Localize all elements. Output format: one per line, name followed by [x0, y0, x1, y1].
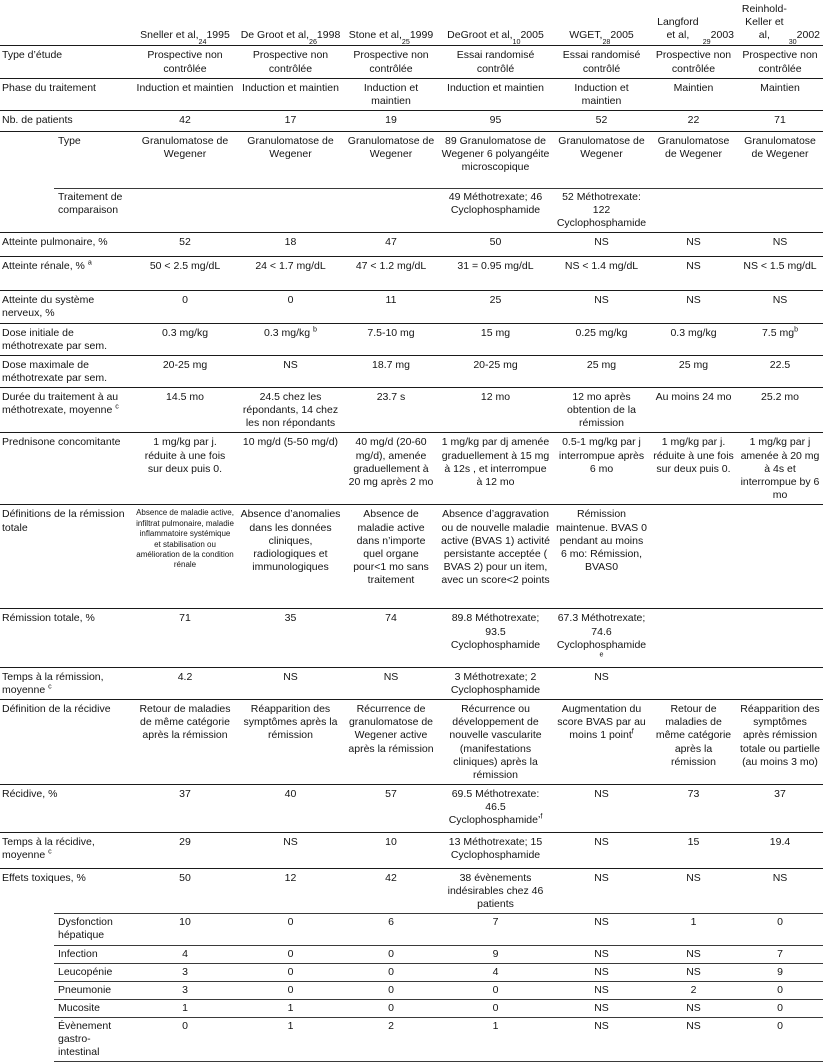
table-cell: 42	[179, 113, 191, 126]
table-cell: NS	[594, 965, 609, 978]
table-cell: 19.4	[769, 835, 791, 848]
table-cell: 0	[777, 1001, 783, 1014]
table-cell: Induction et maintien	[242, 81, 339, 94]
table-cell: 1	[492, 1020, 499, 1032]
table-cell: 1 mg/kg par j. réduite à une fois sur deux puis 0.	[144, 436, 226, 475]
table-cell: 47	[385, 236, 397, 249]
table-cell: 0	[287, 947, 294, 960]
table-cell: 40 mg/d (20-60 mg/d), amenée graduellement à 20 mg après 2 mo	[348, 436, 434, 488]
table-cell: 7	[777, 947, 783, 960]
table-cell: Retour de maladies de même catégorie après la rémission	[139, 703, 231, 742]
table-cell: NS	[686, 1020, 701, 1032]
table-cell: 37	[774, 787, 786, 800]
row-label: Type d’étude	[2, 49, 63, 62]
table-row	[0, 945, 823, 963]
table-cell: 0.3 mg/kg	[161, 326, 209, 339]
table-cell: NS	[594, 947, 609, 960]
table-cell: NS < 1.4 mg/dL	[564, 260, 639, 273]
table-cell: Récurrence de granulomatose de Wegener active après la rémission	[348, 703, 434, 755]
table-cell: 10	[179, 916, 191, 929]
table-cell: Granulomatose de Wegener	[558, 134, 645, 160]
table-row	[0, 232, 823, 256]
table-cell: 52	[595, 113, 608, 126]
table-cell: 0	[287, 965, 294, 978]
table-cell: 19	[385, 113, 397, 126]
table-cell: 37	[179, 787, 191, 800]
table-row	[0, 667, 823, 699]
table-cell: 3	[182, 965, 188, 978]
table-cell: 14.5 mo	[166, 391, 204, 403]
table-cell: NS	[686, 260, 701, 273]
table-cell: 69.5 Méthotrexate: 46.5 Cyclophosphamide’$^f$	[448, 787, 543, 827]
table-cell: Essai randomisé contrôlé	[456, 49, 535, 75]
table-cell: Au moins 24 mo	[655, 391, 732, 403]
table-cell: 71	[179, 612, 191, 625]
table-row	[0, 78, 823, 110]
header-empty-corner	[0, 0, 133, 45]
table-cell: 7	[492, 916, 499, 929]
row-label: Infection	[58, 947, 98, 960]
table-cell: 1 mg/kg par dj amenée graduellement à 15 mg à 12s , et interrompue à 12 mo	[441, 436, 550, 488]
table-cell: 9	[777, 965, 783, 978]
table-cell: Absence de maladie active dans n’importe quel organe pour<1 mo sans traitement	[353, 508, 429, 586]
table-cell: 25 mg	[586, 358, 617, 371]
table-cell: 0	[777, 916, 783, 929]
table-cell: 10	[385, 835, 397, 848]
table-cell: Granulomatose de Wegener	[247, 134, 334, 160]
table-cell: 23.7 s	[376, 391, 406, 403]
table-body	[0, 45, 823, 1061]
row-label: Traitement de comparaison	[58, 190, 123, 216]
table-cell: NS	[686, 965, 701, 978]
table-cell: 2	[690, 983, 697, 996]
row-label: Évènement gastro-intestinal	[58, 1020, 112, 1059]
row-label: Type	[58, 134, 81, 147]
table-cell: Induction et maintien	[363, 81, 419, 107]
table-cell: 2	[388, 1020, 394, 1032]
row-label: Atteinte du système nerveux, %	[2, 294, 95, 320]
table-cell: 3 Méthotrexate; 2 Cyclophosphamide	[450, 670, 541, 696]
table-cell: NS	[686, 947, 701, 960]
row-label: Mucosite	[58, 1001, 101, 1014]
row-label: Temps à la rémission, moyenne $^c$	[2, 670, 104, 696]
table-cell: Prospective non contrôlée	[742, 49, 818, 75]
table-cell: Prospective non contrôlée	[353, 49, 429, 75]
table-cell: 22.5	[769, 358, 791, 371]
row-label: Temps à la récidive, moyenne $^c$	[2, 835, 95, 861]
table-cell: NS	[283, 670, 298, 683]
table-cell: 50	[179, 871, 191, 884]
table-cell: 0	[388, 947, 394, 960]
table-cell: NS	[772, 236, 788, 249]
row-label: Prednisone concomitante	[2, 436, 121, 449]
table-cell: 0	[388, 983, 394, 996]
table-row	[0, 110, 823, 131]
table-row	[0, 323, 823, 355]
table-cell: NS	[594, 983, 609, 996]
table-cell: 67.3 Méthotrexate; 74.6 Cyclophosphamide $^e$	[556, 612, 647, 659]
table-cell: 0	[777, 983, 783, 996]
table-row	[0, 868, 823, 913]
table-cell: 0	[777, 1020, 783, 1032]
row-label: Effets toxiques, %	[2, 871, 86, 884]
table-cell: 0.25 mg/kg	[575, 326, 628, 339]
table-cell: 18	[284, 236, 297, 249]
table-cell	[737, 505, 823, 608]
table-cell	[737, 668, 823, 699]
table-cell: 0.3 mg/kg $^b$	[264, 325, 317, 339]
row-label: Atteinte pulmonaire, %	[2, 236, 108, 249]
table-cell: 12 mo	[480, 391, 511, 403]
table-cell: 50	[489, 236, 502, 249]
table-row	[0, 256, 823, 290]
table-cell: NS	[283, 358, 298, 371]
table-cell: Rémission maintenue. BVAS 0 pendant au moins 6 mo: Rémission, BVAS0	[556, 508, 647, 573]
table-cell: 42	[385, 871, 397, 884]
table-row	[0, 387, 823, 432]
table-cell: Récurrence ou développement de nouvelle vascularite (manifestations cliniques) après la rémission	[449, 703, 542, 781]
table-cell: Réapparition des symptômes après la rémission	[243, 703, 338, 742]
table-cell: 25 mg	[678, 358, 709, 371]
column-header-reinhold-keller: Reinhold-Keller et al, 30 2002	[741, 3, 820, 46]
table-cell: 1	[690, 916, 697, 929]
table-cell: 13 Méthotrexate; 15 Cyclophosphamide	[448, 835, 543, 861]
table-cell: NS	[594, 1020, 609, 1032]
table-cell: NS	[594, 835, 609, 848]
table-cell: 0	[388, 1001, 394, 1014]
table-cell: Granulomatose de Wegener	[347, 134, 435, 160]
row-label: Dose maximale de méthotrexate par sem.	[2, 358, 108, 384]
table-cell: NS	[594, 916, 609, 929]
table-cell: Absence de maladie active, infiltrat pulmonaire, maladie inflammatoire systémique et stabilisation ou amélioration de la condition rénale	[136, 508, 234, 570]
table-row	[0, 504, 823, 608]
column-header-degroot-1998: De Groot et al, 26 1998	[240, 29, 341, 46]
table-cell: NS	[594, 670, 609, 683]
table-cell: 40	[284, 787, 297, 800]
table-row	[0, 608, 823, 667]
table-cell: 1	[287, 1020, 294, 1032]
table-cell: 9	[492, 947, 499, 960]
table-cell: 22	[687, 113, 700, 126]
table-cell: 35	[284, 612, 297, 625]
table-cell: 25.2 mo	[761, 391, 799, 403]
table-cell: 1	[287, 1001, 294, 1014]
table-cell: 0	[492, 983, 499, 996]
table-cell: 1 mg/kg par j. réduite à une fois sur deux puis 0.	[653, 436, 734, 475]
table-cell: 57	[385, 787, 397, 800]
table-cell: Essai randomisé contrôlé	[562, 49, 641, 75]
table-cell: 52 Méthotrexate: 122 Cyclophosphamide	[556, 190, 647, 230]
table-cell: 38 évènements indésirables chez 46 patients	[447, 871, 544, 911]
table-row	[0, 1017, 823, 1061]
table-cell: 71	[774, 113, 786, 126]
table-cell: Augmentation du score BVAS par au moins 1 point$^f$	[557, 703, 646, 742]
table-cell: 7.5 $mg^b$	[761, 325, 799, 339]
table-cell: NS	[594, 236, 609, 249]
table-cell: NS	[686, 1001, 701, 1014]
table-cell: NS	[594, 871, 609, 884]
table-cell: Absence d’anomalies dans les données cliniques, radiologiques et immunologiques	[240, 508, 341, 573]
row-label: Nb. de patients	[2, 113, 73, 126]
table-cell: 0.5-1 mg/kg par j interrompue après 6 mo	[558, 436, 645, 475]
table-cell: Retour de maladies de même catégorie après la rémission	[655, 703, 732, 768]
table-cell: 52	[179, 236, 191, 249]
table-cell: NS	[594, 1001, 609, 1014]
table-cell: 0	[287, 916, 294, 929]
table-cell: NS	[686, 294, 701, 307]
row-label: Pneumonie	[58, 983, 112, 996]
table-cell: Granulomatose de Wegener	[657, 134, 730, 160]
table-cell: 20-25 mg	[162, 358, 208, 371]
column-header-langford: Langford et al, 29 2003	[657, 16, 734, 46]
table-cell: Absence d’aggravation ou de nouvelle maladie active (BVAS 1) activité persistante acceptée ( BVAS 2) pour un item, avec un score<2 points	[441, 508, 550, 586]
row-label: Dysfonction hépatique	[58, 916, 113, 942]
table-cell: 0	[287, 983, 294, 996]
table-row	[0, 131, 823, 188]
table-cell: 10 mg/d (5-50 mg/d)	[242, 436, 339, 449]
table-row	[0, 981, 823, 999]
table-row	[0, 45, 823, 77]
table-cell: 89.8 Méthotrexate; 93.5 Cyclophosphamide	[450, 612, 541, 651]
table-cell: 12 mo après obtention de la rémission	[567, 391, 636, 430]
table-cell: 50 < 2.5 mg/dL	[149, 260, 221, 273]
table-row	[0, 963, 823, 981]
row-label: Récidive, %	[2, 787, 58, 800]
table-cell: 17	[284, 113, 297, 126]
table-cell: 0	[388, 965, 394, 978]
table-row	[0, 355, 823, 387]
table-cell: 3	[182, 983, 188, 996]
table-cell: Induction et maintien	[447, 81, 544, 94]
table-cell: NS	[283, 835, 298, 848]
table-cell: Induction et maintien	[574, 81, 629, 107]
table-row	[0, 999, 823, 1017]
column-header-stone: Stone et al, 25 1999	[348, 29, 434, 46]
table-cell: NS	[383, 670, 399, 683]
table-header-row	[0, 0, 823, 45]
table-cell: NS	[772, 871, 788, 884]
table-cell: 29	[179, 835, 191, 848]
table-row	[0, 432, 823, 504]
table-cell: 15 mg	[480, 326, 511, 339]
table-cell	[650, 188, 737, 232]
table-cell: Granulomatose de Wegener	[141, 134, 229, 160]
table-cell: 6	[388, 916, 394, 929]
row-label: Définitions de la rémission totale	[2, 508, 125, 534]
table-cell: 0.3 mg/kg	[670, 326, 717, 339]
table-cell: 31 = 0.95 mg/dL	[457, 260, 534, 273]
table-cell: NS	[594, 294, 609, 307]
table-cell: 25	[489, 294, 502, 307]
table-cell: Induction et maintien	[136, 81, 234, 94]
table-row	[0, 188, 823, 232]
table-cell: 18.7 mg	[372, 358, 410, 371]
table-cell: Prospective non contrôlée	[252, 49, 329, 75]
table-cell: 47 < 1.2 mg/dL	[355, 260, 427, 273]
table-row	[0, 784, 823, 832]
table-cell: 11	[385, 294, 397, 307]
table-cell	[650, 609, 737, 667]
table-cell: 4	[492, 965, 499, 978]
table-row	[0, 913, 823, 944]
table-cell: 74	[385, 612, 397, 625]
row-label: Leucopénie	[58, 965, 113, 978]
table-cell: 7.5-10 mg	[367, 326, 415, 339]
table-cell: Réapparition des symptômes après rémission totale ou partielle (au moins 3 mo)	[740, 703, 820, 768]
table-cell	[344, 188, 438, 232]
column-header-wget: WGET, 28 2005	[569, 29, 634, 46]
table-cell	[650, 505, 737, 608]
table-cell: 24 < 1.7 mg/dL	[255, 260, 326, 273]
table-cell: 24.5 chez les répondants, 14 chez les non répondants	[242, 391, 339, 430]
table-cell	[650, 668, 737, 699]
table-cell: 20-25 mg	[473, 358, 518, 371]
column-header-degroot-2005: DeGroot et al, 10 2005	[447, 29, 544, 46]
table-cell: Maintien	[673, 81, 714, 94]
table-cell: NS	[594, 787, 609, 800]
table-cell: 12	[284, 871, 297, 884]
table-cell: 0	[182, 1020, 188, 1032]
table-row	[0, 290, 823, 322]
table-cell: NS	[686, 871, 701, 884]
table-cell: 1 mg/kg par j amenée à 20 mg à 4s et interrompue by 6 mo	[740, 436, 820, 501]
table-cell: 0	[492, 1001, 499, 1014]
table-cell: 4.2	[177, 670, 193, 683]
table-cell: 89 Granulomatose de Wegener 6 polyangéite microscopique	[441, 134, 550, 174]
table-cell: Prospective non contrôlée	[147, 49, 223, 75]
table-cell	[737, 188, 823, 232]
row-label: Phase du traitement	[2, 81, 96, 94]
table-cell	[237, 188, 344, 232]
row-label: Dose initiale de méthotrexate par sem.	[2, 326, 108, 352]
table-cell: 73	[687, 787, 700, 800]
table-cell: NS	[772, 294, 788, 307]
table-row	[0, 832, 823, 868]
row-label: Atteinte rénale, % $^a$	[2, 258, 92, 273]
table-cell: 49 Méthotrexate; 46 Cyclophosphamide	[448, 190, 543, 216]
table-cell: NS	[686, 236, 701, 249]
table-cell: 4	[182, 947, 188, 960]
table-cell	[737, 609, 823, 667]
table-cell: Prospective non contrôlée	[655, 49, 732, 75]
table-cell: 95	[489, 113, 502, 126]
column-header-sneller: Sneller et al, 24 1995	[140, 29, 230, 46]
row-label: Durée du traitement à au méthotrexate, moyenne $^c$	[2, 391, 119, 417]
table-cell: 0	[182, 294, 188, 307]
table-cell: 1	[182, 1001, 188, 1014]
table-cell	[133, 188, 237, 232]
row-label: Rémission totale, %	[2, 612, 95, 625]
row-label: Définition de la récidive	[2, 703, 111, 716]
table-row	[0, 699, 823, 784]
table-cell: Granulomatose de Wegener	[744, 134, 816, 160]
table-cell: 15	[687, 835, 700, 848]
table-cell: Maintien	[760, 81, 800, 94]
table-cell: NS < 1.5 mg/dL	[743, 260, 817, 273]
table-cell: 0	[287, 294, 294, 307]
